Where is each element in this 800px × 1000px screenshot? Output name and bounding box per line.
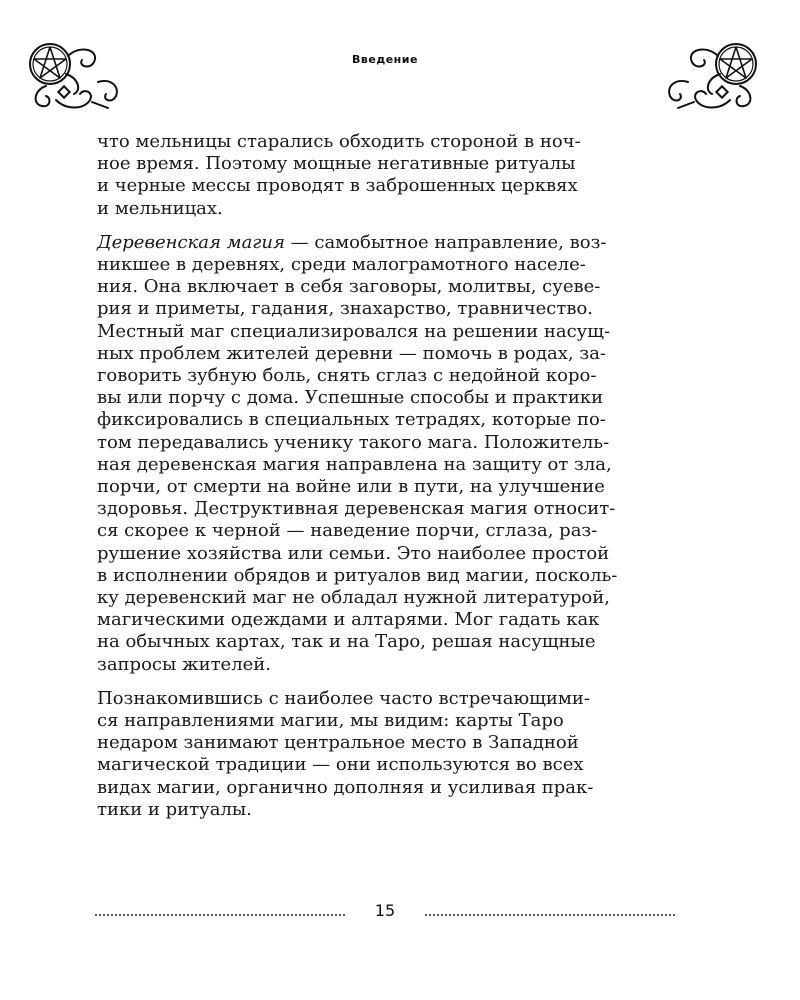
- text-line: ся скорее к черной — наведение порчи, сглаза, раз-: [97, 520, 598, 542]
- text-line: [97, 232, 677, 254]
- text-line: ния. Она включает в себя заговоры, молитвы, суеве-: [97, 276, 601, 298]
- paragraph-1: [97, 131, 677, 220]
- running-head-title: Введение: [352, 53, 418, 66]
- pentacle-ornament-left-icon: [20, 38, 132, 118]
- text-line: говорить зубную боль, снять сглаз с недойной коро-: [97, 365, 597, 387]
- paragraph-3: [97, 688, 677, 821]
- paragraph-2: [97, 232, 677, 676]
- body-text: [97, 131, 677, 833]
- dotted-rule-right: [425, 914, 675, 916]
- text-line: рия и приметы, гадания, знахарство, травничество.: [97, 298, 594, 320]
- text-line: что мельницы старались обходить стороной в ноч-: [97, 131, 581, 152]
- text-line: магической традиции — они используются во всех: [97, 754, 584, 776]
- text-line: тики и ритуалы.: [97, 798, 252, 820]
- text-line: никшее в деревнях, среди малограмотного населе-: [97, 254, 586, 276]
- text-fragment: — самобытное направление, воз-: [284, 231, 607, 253]
- text-line: недаром занимают центральное место в Западной: [97, 732, 579, 754]
- text-line: магическими одеждами и алтарями. Мог гадать как: [97, 609, 600, 631]
- text-line: запросы жителей.: [97, 653, 272, 675]
- text-line: фиксировались в специальных тетрадях, которые по-: [97, 409, 606, 431]
- text-line: здоровья. Деструктивная деревенская магия относит-: [97, 498, 616, 520]
- text-line: Местный маг специализировался на решении насущ-: [97, 320, 611, 342]
- text-line: том передавались ученику такого мага. Положитель-: [97, 431, 610, 453]
- text-line: ных проблем жителей деревни — помочь в родах, за-: [97, 342, 607, 364]
- page-footer: [95, 898, 675, 928]
- text-line: и черные мессы проводят в заброшенных церквях: [97, 175, 578, 197]
- text-line: на обычных картах, так и на Таро, решая насущные: [97, 631, 596, 653]
- text-line: вы или порчу с дома. Успешные способы и практики: [97, 387, 604, 409]
- text-line: порчи, от смерти на войне или в пути, на улучшение: [97, 476, 605, 498]
- term-village-magic: Деревенская магия: [97, 231, 285, 253]
- pentacle-ornament-right-icon: [654, 38, 766, 118]
- text-line: видах магии, органично дополняя и усиливая прак-: [97, 776, 594, 798]
- text-line: ная деревенская магия направлена на защиту от зла,: [97, 453, 612, 475]
- text-line: в исполнении обрядов и ритуалов вид магии, посколь-: [97, 564, 618, 586]
- text-line: ное время. Поэтому мощные негативные ритуалы: [97, 153, 576, 175]
- text-line: ся направлениями магии, мы видим: карты Таро: [97, 710, 564, 732]
- text-line: рушение хозяйства или семьи. Это наиболее простой: [97, 542, 610, 564]
- page-number: 15: [374, 901, 396, 920]
- text-line: и мельницах.: [97, 197, 223, 219]
- text-line: ку деревенский маг не обладал нужной литературой,: [97, 587, 610, 609]
- dotted-rule-left: [95, 914, 345, 916]
- text-line: Познакомившись с наиболее часто встречающими-: [97, 687, 590, 709]
